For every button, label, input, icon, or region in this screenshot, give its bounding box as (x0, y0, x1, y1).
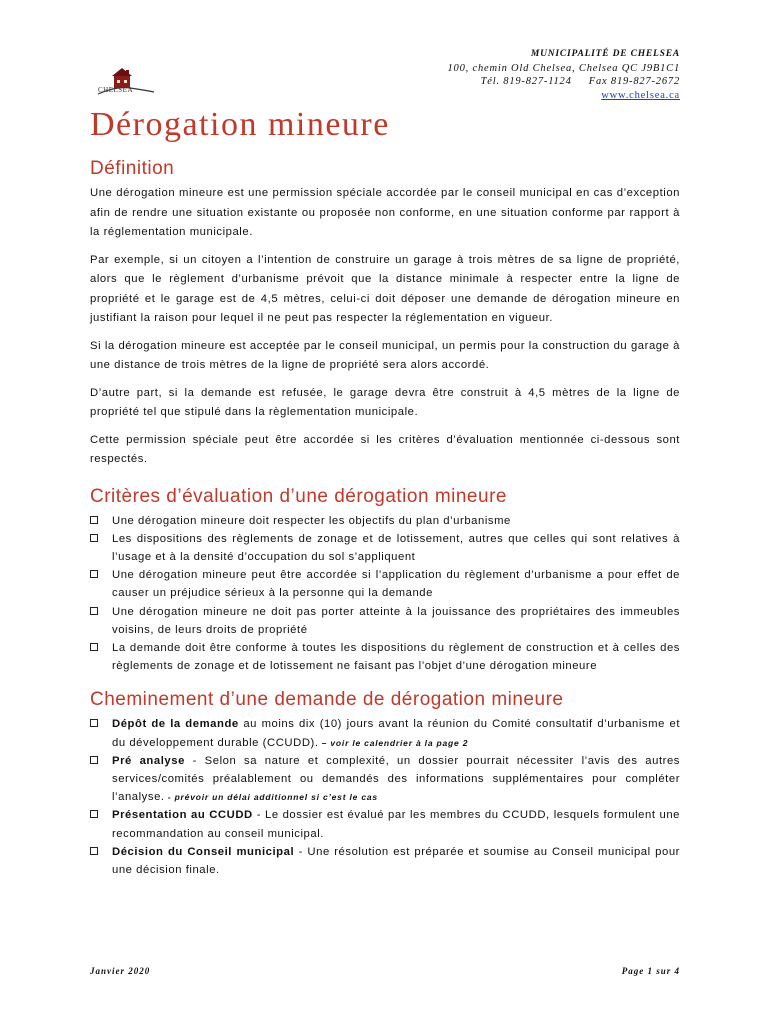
criteria-item (90, 603, 680, 639)
step-label: Présentation au CCUDD (112, 809, 253, 822)
contact-line (448, 75, 681, 89)
criteria-item (90, 512, 680, 530)
criteria-intro-paragraph: Cette permission spéciale peut être accordée si les critères d’évaluation mentionnée ci-dessous sont respectés. (90, 433, 680, 465)
criteria-section (90, 486, 680, 676)
process-step (90, 806, 680, 842)
definition-paragraph: Une dérogation mineure est une permission spéciale accordée par le conseil municipal en cas d’exception afin de rendre une situation existante ou proposée non conforme, en une situation conforme par rapport à la réglementation municipale. (90, 187, 680, 238)
step-text: au moins dix (10) jours avant la réunion du Comité consultatif d’urbanisme et du développement durable (CCUDD). (112, 718, 681, 749)
process-section (90, 689, 680, 879)
checkbox-icon (90, 643, 98, 651)
criteria-text: La demande doit être conforme à toutes les dispositions du règlement de construction et à celles des règlements de zonage et de lotissement ne faisant pas l’objet d’une dérogation mineure (112, 641, 680, 673)
step-text: - Selon sa nature et complexité, un dossier pourrait nécessiter l’avis des autres services/comités préalablement ou demandés des informations supplémentaires pour compléter l’analyse. (112, 754, 680, 804)
process-list (90, 715, 680, 879)
phone-number: Tél. 819-827-1124 (480, 76, 572, 87)
definition-section (90, 158, 680, 470)
criteria-item (90, 530, 680, 566)
municipality-address: 100, chemin Old Chelsea, Chelsea QC J9B1C1 (447, 62, 680, 74)
definition-heading: Définition (90, 158, 175, 179)
process-step (90, 843, 680, 879)
municipality-header (448, 48, 681, 102)
criteria-item (90, 566, 680, 602)
checkbox-icon (90, 719, 98, 727)
fax-number: Fax 819-827-2672 (588, 76, 680, 87)
process-step (90, 752, 680, 807)
criteria-heading: Critères d’évaluation d’une dérogation mineure (90, 485, 507, 507)
municipality-name: MUNICIPALITÉ DE CHELSEA (530, 49, 680, 59)
website-link[interactable]: www.chelsea.ca (601, 89, 680, 101)
checkbox-icon (90, 756, 98, 764)
criteria-text: Les dispositions des règlements de zonage et de lotissement, autres que celles qui sont relatives à l’usage et à la densité d’occupation du sol s’appliquent (112, 532, 680, 563)
step-label: Dépôt de la demande (112, 718, 239, 731)
step-note: – voir le calendrier à la page 2 (318, 737, 469, 748)
criteria-text: Une dérogation mineure peut être accordée si l’application du règlement d’urbanisme a pour effet de causer un préjudice sérieux à la personne qui la demande (112, 569, 680, 600)
process-step (90, 715, 680, 751)
criteria-text: Une dérogation mineure doit respecter les objectifs du plan d’urbanisme (112, 514, 511, 527)
footer-date: Janvier 2020 (90, 966, 151, 976)
document-title: Dérogation mineure (90, 106, 390, 143)
checkbox-icon (90, 534, 98, 542)
step-text: - Une résolution est préparée et soumise au Conseil municipal pour une décision finale. (112, 845, 680, 876)
criteria-text: Une dérogation mineure ne doit pas porter atteinte à la jouissance des propriétaires des immeubles voisins, de leurs droits de propriété (112, 605, 680, 636)
logo-text: CHELSEA (98, 86, 133, 94)
process-heading: Cheminement d’une demande de dérogation mineure (90, 689, 564, 711)
step-text: - Le dossier est évalué par les membres du CCUDD, lesquels formulent une recommandation au conseil municipal. (112, 809, 680, 840)
checkbox-icon (90, 607, 98, 615)
example-paragraph: Par exemple, si un citoyen a l’intention de construire un garage à trois mètres de sa ligne de propriété, alors que le règlement d’urbanisme prévoit que la distance minimale à respecter entre la ligne de propriété et le garage est de 4,5 mètres, celui-ci doit déposer une demande de dérogation mineure en justifiant la raison pour lequel il ne peut pas respecter la réglementation en vigueur. (90, 253, 680, 324)
chelsea-logo (96, 64, 156, 100)
checkbox-icon (90, 516, 98, 524)
checkbox-icon (90, 810, 98, 818)
refused-paragraph: D’autre part, si la demande est refusée, le garage devra être construit à 4,5 mètres de la ligne de propriété tel que stipulé dans la règlementation municipale. (90, 386, 680, 418)
step-label: Pré analyse (112, 754, 185, 767)
page-number: Page 1 sur 4 (621, 966, 680, 976)
criteria-list (90, 512, 680, 676)
accepted-paragraph: Si la dérogation mineure est acceptée par le conseil municipal, un permis pour la construction du garage à une distance de trois mètres de la ligne de propriété sera alors accordé. (90, 339, 680, 371)
checkbox-icon (90, 570, 98, 578)
step-label: Décision du Conseil municipal (112, 845, 295, 858)
step-note: - prévoir un délai additionnel si c’est le cas (164, 792, 378, 803)
checkbox-icon (90, 847, 98, 855)
document-body (90, 158, 680, 893)
criteria-item (90, 639, 680, 675)
